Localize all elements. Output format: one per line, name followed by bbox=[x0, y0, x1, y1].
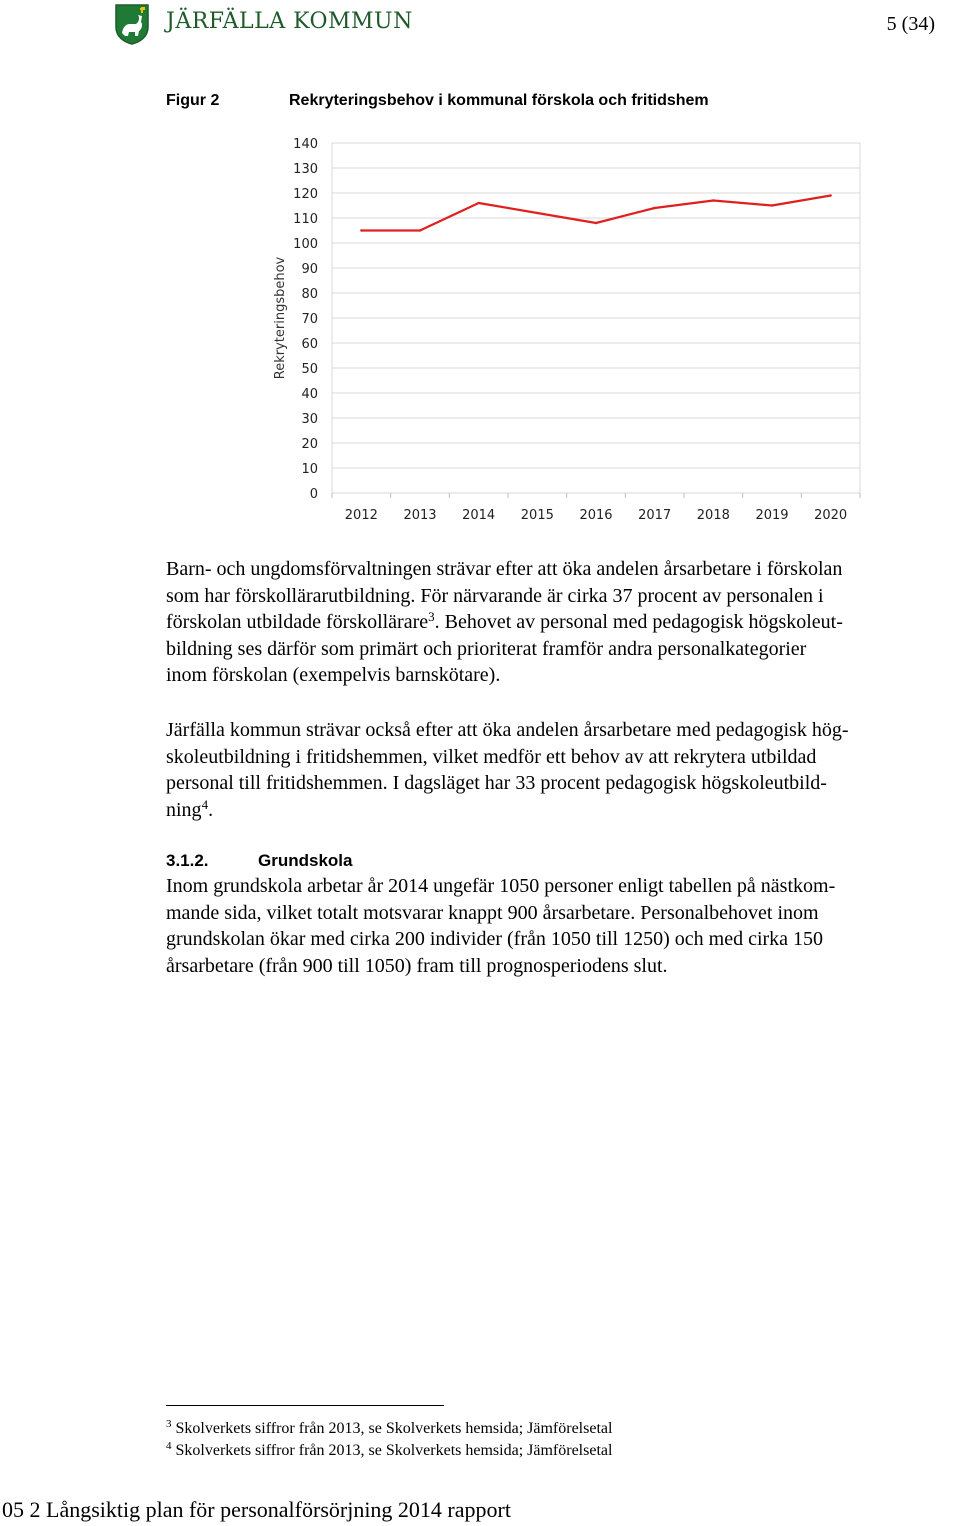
data-point bbox=[419, 229, 421, 231]
text-line bbox=[166, 609, 956, 636]
text-line: personal till fritidshemmen. I dagsläget har 33 procent pedagogisk högskoleutbild- bbox=[166, 772, 827, 795]
x-tick-label: 2019 bbox=[755, 508, 789, 523]
data-point bbox=[653, 207, 655, 209]
text-line: skoleutbildning i fritidshemmen, vilket medför ett behov av att rekrytera utbildad bbox=[166, 745, 817, 768]
data-point bbox=[771, 204, 773, 206]
x-tick-label: 2013 bbox=[403, 508, 437, 523]
page-number: 5 (34) bbox=[886, 13, 935, 35]
text-segment: ning bbox=[166, 798, 202, 821]
page-footer: 05 2 Långsiktig plan för personalförsörjning 2014 rapport bbox=[2, 1497, 511, 1522]
data-point bbox=[712, 199, 714, 201]
data-point bbox=[595, 222, 597, 224]
data-point bbox=[829, 194, 831, 196]
figure-label: Figur 2 bbox=[166, 92, 220, 109]
paragraph-compulsory-school bbox=[166, 873, 956, 979]
y-tick-label: 20 bbox=[301, 437, 318, 452]
chart-gridlines bbox=[332, 143, 860, 498]
figure-title: Rekryteringsbehov i kommunal förskola och fritidshem bbox=[289, 92, 709, 109]
text-line: grundskolan ökar med cirka 200 individer (från 1050 till 1250) och med cirka 150 bbox=[166, 928, 824, 951]
text-line: mande sida, vilket totalt motsvarar knappt 900 årsarbetare. Personalbehovet inom bbox=[166, 901, 819, 924]
chart-series bbox=[360, 194, 832, 231]
municipality-logo bbox=[114, 3, 413, 47]
y-tick-label: 60 bbox=[301, 337, 318, 352]
footnote-number: 3 bbox=[166, 1418, 172, 1430]
y-tick-label: 110 bbox=[293, 212, 318, 227]
text-line bbox=[166, 797, 956, 824]
text-segment: förskolan utbildade förskollärare bbox=[166, 611, 429, 634]
text-line: Inom grundskola arbetar år 2014 ungefär 1050 personer enligt tabellen på nästkom- bbox=[166, 875, 836, 897]
y-tick-label: 100 bbox=[293, 237, 318, 252]
x-tick-label: 2017 bbox=[638, 508, 672, 523]
footnote bbox=[166, 1420, 612, 1438]
text-line: inom förskolan (exempelvis barnskötare). bbox=[166, 664, 501, 687]
y-tick-label: 40 bbox=[301, 387, 318, 402]
series-line bbox=[361, 196, 830, 231]
y-tick-label: 140 bbox=[293, 137, 318, 152]
text-segment: . bbox=[208, 798, 214, 821]
footnote bbox=[166, 1442, 612, 1460]
y-tick-label: 120 bbox=[293, 187, 318, 202]
footnote-divider bbox=[166, 1405, 444, 1406]
x-tick-label: 2012 bbox=[344, 508, 378, 523]
y-axis-label: Rekryteringsbehov bbox=[273, 256, 288, 380]
text-line: Barn- och ungdomsförvaltningen strävar efter att öka andelen årsarbetare i förskolan bbox=[166, 558, 843, 580]
footnote-number: 4 bbox=[166, 1440, 172, 1452]
data-point bbox=[536, 212, 538, 214]
text-line: som har förskollärarutbildning. För närvarande är cirka 37 procent av personalen i bbox=[166, 584, 824, 607]
section-title: Grundskola bbox=[258, 851, 353, 870]
line-chart bbox=[262, 128, 882, 538]
y-tick-label: 80 bbox=[301, 287, 318, 302]
x-tick-label: 2018 bbox=[696, 508, 730, 523]
logo-wordmark: JÄRFÄLLA KOMMUN bbox=[166, 9, 413, 34]
y-tick-label: 130 bbox=[293, 162, 318, 177]
y-tick-label: 50 bbox=[301, 362, 318, 377]
y-tick-label: 70 bbox=[301, 312, 318, 327]
x-tick-label: 2015 bbox=[520, 508, 554, 523]
data-point bbox=[477, 202, 479, 204]
y-tick-label: 30 bbox=[301, 412, 318, 427]
text-line: bildning ses därför som primärt och prioriterat framför andra personalkategorier bbox=[166, 637, 807, 660]
footnote-ref: 3 bbox=[428, 609, 435, 625]
coat-of-arms-icon bbox=[114, 3, 150, 45]
y-tick-label: 0 bbox=[309, 487, 318, 502]
data-point bbox=[360, 229, 362, 231]
x-axis-ticks bbox=[345, 508, 847, 523]
text-segment: . Behovet av personal med pedagogisk högskoleut- bbox=[434, 611, 843, 634]
x-tick-label: 2016 bbox=[579, 508, 613, 523]
footnote-text: Skolverkets siffror från 2013, se Skolverkets hemsida; Jämförelsetal bbox=[175, 1420, 613, 1437]
x-tick-label: 2014 bbox=[462, 508, 496, 523]
text-line: Järfälla kommun strävar också efter att öka andelen årsarbetare med pedagogisk hög- bbox=[166, 719, 849, 741]
footnote-ref: 4 bbox=[201, 796, 209, 812]
x-tick-label: 2020 bbox=[814, 508, 848, 523]
section-number: 3.1.2. bbox=[166, 851, 209, 870]
paragraph-afterschool bbox=[166, 717, 956, 823]
paragraph-preschool bbox=[166, 556, 956, 689]
y-axis-ticks bbox=[293, 137, 318, 502]
y-tick-label: 90 bbox=[301, 262, 318, 277]
y-tick-label: 10 bbox=[301, 462, 318, 477]
footnote-text: Skolverkets siffror från 2013, se Skolverkets hemsida; Jämförelsetal bbox=[175, 1442, 613, 1459]
text-line: årsarbetare (från 900 till 1050) fram till prognosperiodens slut. bbox=[166, 954, 668, 977]
